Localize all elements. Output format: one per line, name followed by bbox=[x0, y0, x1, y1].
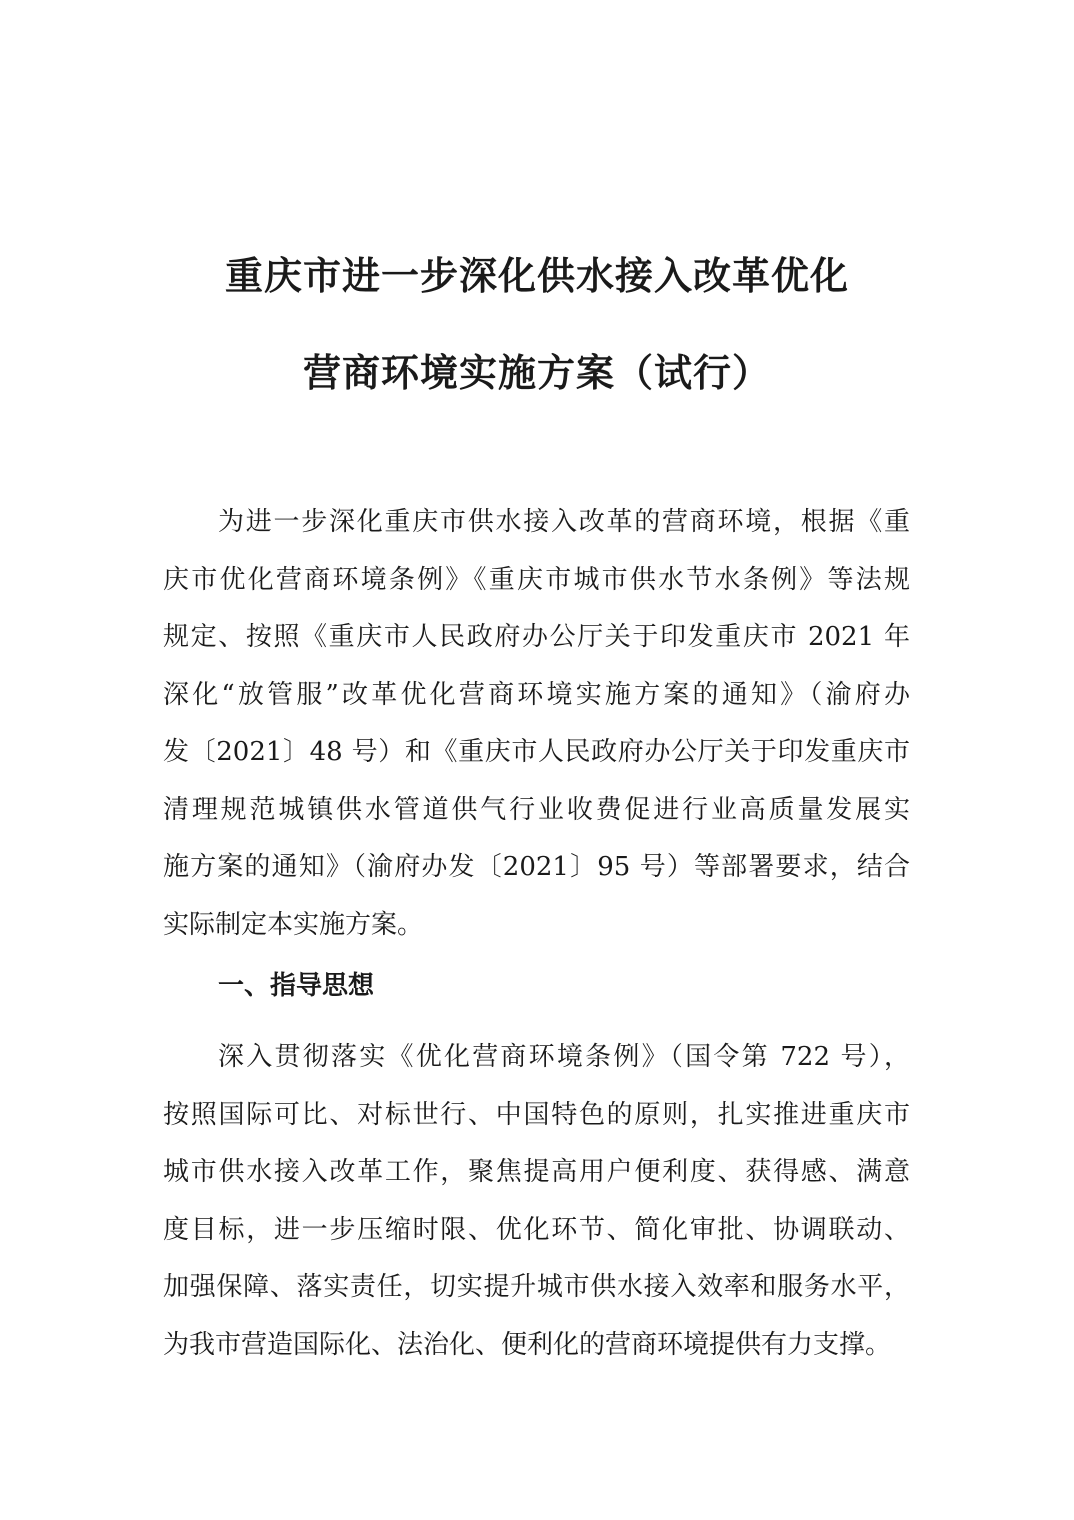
intro-line: 深化“放管服”改革优化营商环境实施方案的通知》（渝府办 bbox=[163, 680, 910, 710]
section-line: 度目标，进一步压缩时限、优化环节、简化审批、协调联动、 bbox=[163, 1215, 910, 1245]
intro-line: 清理规范城镇供水管道供气行业收费促进行业高质量发展实 bbox=[163, 795, 910, 825]
section-line: 城市供水接入改革工作，聚焦提高用户便利度、获得感、满意 bbox=[163, 1157, 910, 1187]
intro-line: 为进一步深化重庆市供水接入改革的营商环境，根据《重 bbox=[218, 507, 910, 537]
document-title-line-1: 重庆市进一步深化供水接入改革优化 bbox=[224, 254, 849, 298]
section-line: 深入贯彻落实《优化营商环境条例》（国令第 722 号）， bbox=[218, 1042, 910, 1072]
intro-line: 庆市优化营商环境条例》《重庆市城市供水节水条例》等法规 bbox=[163, 565, 910, 595]
section-line: 按照国际可比、对标世行、中国特色的原则，扎实推进重庆市 bbox=[163, 1100, 910, 1130]
intro-line: 规定、按照《重庆市人民政府办公厅关于印发重庆市 2021 年 bbox=[163, 622, 910, 652]
intro-line: 实际制定本实施方案。 bbox=[163, 910, 424, 940]
intro-line: 施方案的通知》（渝府办发〔2021〕95 号）等部署要求，结合 bbox=[163, 852, 910, 882]
document-title-line-2: 营商环境实施方案（试行） bbox=[302, 351, 771, 395]
section-line: 为我市营造国际化、法治化、便利化的营商环境提供有力支撑。 bbox=[163, 1330, 892, 1360]
intro-line: 发〔2021〕48 号）和《重庆市人民政府办公厅关于印发重庆市 bbox=[163, 737, 910, 767]
section-line: 加强保障、落实责任，切实提升城市供水接入效率和服务水平， bbox=[163, 1272, 910, 1302]
section-heading: 一、指导思想 bbox=[218, 971, 375, 1001]
